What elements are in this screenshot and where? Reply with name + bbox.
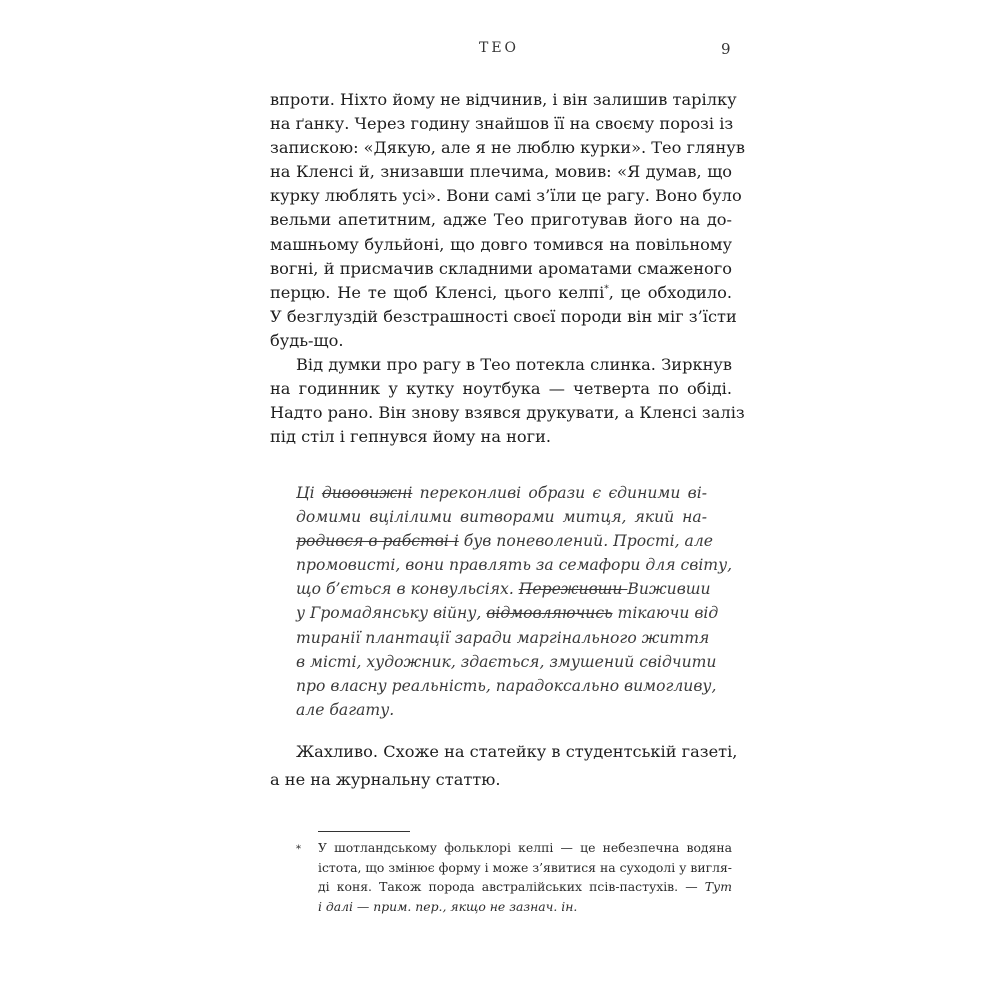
footnote-line (318, 897, 732, 917)
italic-text: і далі — прим. пер., якщо не зазнач. ін. (318, 898, 578, 914)
text-line (270, 281, 732, 305)
text-line: будь-що. (270, 330, 344, 350)
text-segment: домими вцілілими витворами митця, який на- (296, 508, 707, 527)
quote-line: але багату. (296, 700, 395, 719)
quote-line: в місті, художник, здається, змушений свідчити (296, 652, 717, 671)
text-segment: тікаючи від (612, 604, 719, 623)
draft-quote-block (296, 481, 733, 722)
text-segment: переконливі образи є єдиними ві- (412, 484, 707, 502)
text-segment: Виживши (627, 580, 711, 599)
quote-line: про власну реальність, парадоксально вимогливу, (296, 676, 717, 695)
text-segment: ді коня. Також порода австралійських псів-пастухів. — (318, 879, 705, 894)
text-line: впроти. Ніхто йому не відчинив, і він залишив тарілку (270, 90, 737, 109)
text-segment: був поневолений. Прості, але (458, 532, 713, 551)
closing-paragraph (270, 738, 738, 794)
text-segment: що б’ється в конвульсіях. (296, 580, 519, 599)
text-line: вельми апетитним, адже Тео приготував його на до- (270, 210, 732, 230)
running-head (0, 40, 1000, 64)
quote-line (296, 529, 713, 553)
page-number: 9 (721, 40, 731, 58)
quote-line: тиранії плантації заради маргінального життя (296, 628, 710, 647)
text-line: на Кленсі й, знизавши плечима, мовив: «Я думав, що (270, 162, 732, 182)
quote-line (296, 505, 707, 529)
main-text (270, 88, 745, 449)
text-line: Жахливо. Схоже на статейку в студентській газеті, (296, 742, 738, 761)
struck-text: родився в рабстві і (296, 532, 459, 551)
text-line: вогні, й присмачив складними ароматами смаженого (270, 258, 732, 278)
footnote-marker: * (296, 844, 301, 855)
text-line: Надто рано. Він знову взявся друкувати, а Кленсі заліз (270, 403, 745, 423)
footnote-line: істота, що змінює форму і може з’явитися на суходолі у вигля- (318, 859, 732, 875)
text-line: а не на журнальну статтю. (270, 770, 501, 789)
struck-text: дивовижні (321, 484, 413, 502)
text-segment: , це обходило. (608, 282, 732, 302)
text-line: на ґанку. Через годину знайшов її на своєму порозі із (270, 114, 734, 134)
text-line: запискою: «Дякую, але я не люблю курки». Тео глянув (270, 138, 745, 158)
footnote-line: У шотландському фольклорі келпі — це небезпечна водяна (318, 840, 732, 855)
text-line: У безглуздій безстрашності своєї породи він міг з’їсти (270, 306, 737, 326)
running-title: ТЕО (479, 40, 520, 56)
footnote-line (318, 877, 732, 897)
footnote-reference[interactable]: * (604, 284, 609, 295)
quote-line (296, 577, 711, 601)
struck-text: Переживши (518, 580, 628, 599)
text-line: під стіл і гепнувся йому на ноги. (270, 427, 552, 447)
text-segment: у Громадянську війну, (296, 604, 487, 623)
text-line: машньому бульйоні, що довго томився на повільному (270, 234, 732, 254)
footnote-body (318, 838, 732, 916)
text-line: Від думки про рагу в Тео потекла слинка. Зиркнув (296, 355, 732, 375)
quote-line: промовисті, вони правлять за семафори для світу, (296, 556, 733, 575)
italic-text: Тут (704, 879, 732, 894)
text-line: курку люблять усі». Вони самі з’їли це рагу. Воно було (270, 186, 742, 206)
text-line: на годинник у кутку ноутбука — четверта по обіді. (270, 379, 732, 399)
struck-text: відмовляючись (486, 604, 613, 623)
footnote-divider (318, 831, 410, 832)
text-segment: Ці (296, 484, 322, 502)
text-segment: перцю. Не те щоб Кленсі, цього келпі (270, 282, 605, 302)
quote-line (296, 481, 707, 505)
quote-line (296, 601, 719, 625)
